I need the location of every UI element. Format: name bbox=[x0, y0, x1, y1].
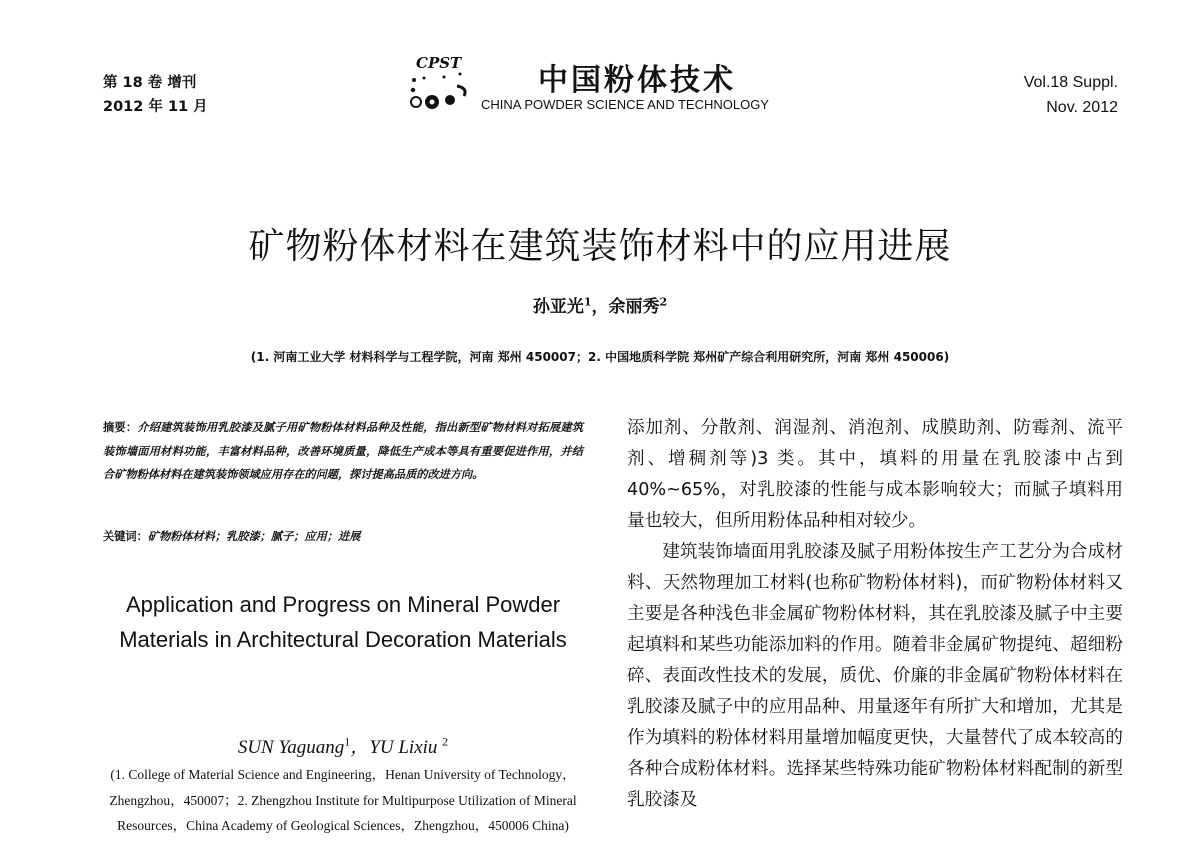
author1-en-sup: 1 bbox=[344, 734, 351, 749]
abstract-label: 摘要： bbox=[103, 420, 138, 434]
body-paragraph-1: 添加剂、分散剂、润湿剂、消泡剂、成膜助剂、防霉剂、流平剂、增稠剂等)3 类。其中，填料的用量在乳胶漆中占到 40%~65%，对乳胶漆的性能与成本影响较大；而腻子填料用量也较大，但所用粉体品种相对较少。 bbox=[627, 418, 1123, 531]
journal-logo bbox=[410, 50, 480, 112]
affiliation-cn: (1. 河南工业大学 材料科学与工程学院，河南 郑州 450007；2. 中国地质科学院 郑州矿产综合利用研究所，河南 郑州 450006) bbox=[250, 350, 950, 364]
body-paragraph-2: 建筑装饰墙面用乳胶漆及腻子用粉体按生产工艺分为合成材料、天然物理加工材料(也称矿物粉体材料)，而矿物粉体材料又主要是各种浅色非金属矿物粉体材料，其在乳胶漆及腻子中主要起填料和某些功能添加料的作用。随着非金属矿物提纯、超细粉碎、表面改性技术的发展，质优、价廉的非金属矿物粉体材料在乳胶漆及腻子中的应用品种、用量逐年有所扩大和增加，尤其是作为填料的粉体材料用量增加幅度更快，大量替代了成本较高的各种合成粉体材料。选择某些特殊功能矿物粉体材料配制的新型乳胶漆及 bbox=[627, 542, 1123, 810]
journal-name-en: CHINA POWDER SCIENCE AND TECHNOLOGY bbox=[481, 97, 769, 112]
abstract-cn bbox=[103, 416, 583, 487]
keywords-label: 关键词： bbox=[103, 529, 148, 543]
affiliation-en: (1. College of Material Science and Engineering，Henan University of Technology，Zhengzhou，450007；2. Zhengzhou Institute for Multipurpose Utilization of Mineral Resources，China Academy of Geological Sciences，Zhengzhou，450006 China) bbox=[109, 767, 577, 833]
header-volume-en-block bbox=[1024, 70, 1118, 120]
keywords-cn bbox=[103, 528, 583, 544]
volume-cn: 第 18 卷 增刊 bbox=[103, 75, 197, 91]
authors-cn bbox=[0, 292, 1200, 317]
article-title-cn: 矿物粉体材料在建筑装饰材料中的应用进展 bbox=[248, 226, 952, 267]
author1-cn: 孙亚光 bbox=[532, 297, 584, 317]
body-column-right bbox=[627, 413, 1123, 816]
author2-sup: 2 bbox=[659, 295, 668, 309]
article-title-en: Application and Progress on Mineral Powder Materials in Architectural Decoration Materials bbox=[119, 592, 567, 652]
author2-cn: 余丽秀 bbox=[608, 297, 660, 317]
author2-en-sup: 2 bbox=[442, 734, 449, 749]
volume-en: Vol.18 Suppl. bbox=[1023, 74, 1118, 91]
authors-en bbox=[103, 732, 583, 759]
author-separator-en: ， bbox=[350, 737, 370, 758]
date-en: Nov. 2012 bbox=[1046, 99, 1118, 116]
author-separator: ， bbox=[591, 297, 609, 317]
author1-en: SUN Yaguang bbox=[237, 737, 345, 758]
date-cn: 2012 年 11 月 bbox=[103, 99, 208, 115]
header-volume-block bbox=[103, 71, 208, 119]
author2-en: YU Lixiu bbox=[369, 737, 438, 758]
logo-text: CPST bbox=[416, 54, 462, 72]
abstract-text: 介绍建筑装饰用乳胶漆及腻子用矿物粉体材料品种及性能，指出新型矿物材料对拓展建筑装饰墙面用材料功能，丰富材料品种，改善环境质量，降低生产成本等具有重要促进作用，并结合矿物粉体材料在建筑装饰领域应用存在的问题，探讨提高品质的改进方向。 bbox=[103, 420, 583, 481]
author1-sup: 1 bbox=[583, 295, 592, 309]
journal-name-cn: 中国粉体技术 bbox=[538, 63, 736, 98]
keywords-text: 矿物粉体材料；乳胶漆；腻子；应用；进展 bbox=[147, 529, 361, 543]
